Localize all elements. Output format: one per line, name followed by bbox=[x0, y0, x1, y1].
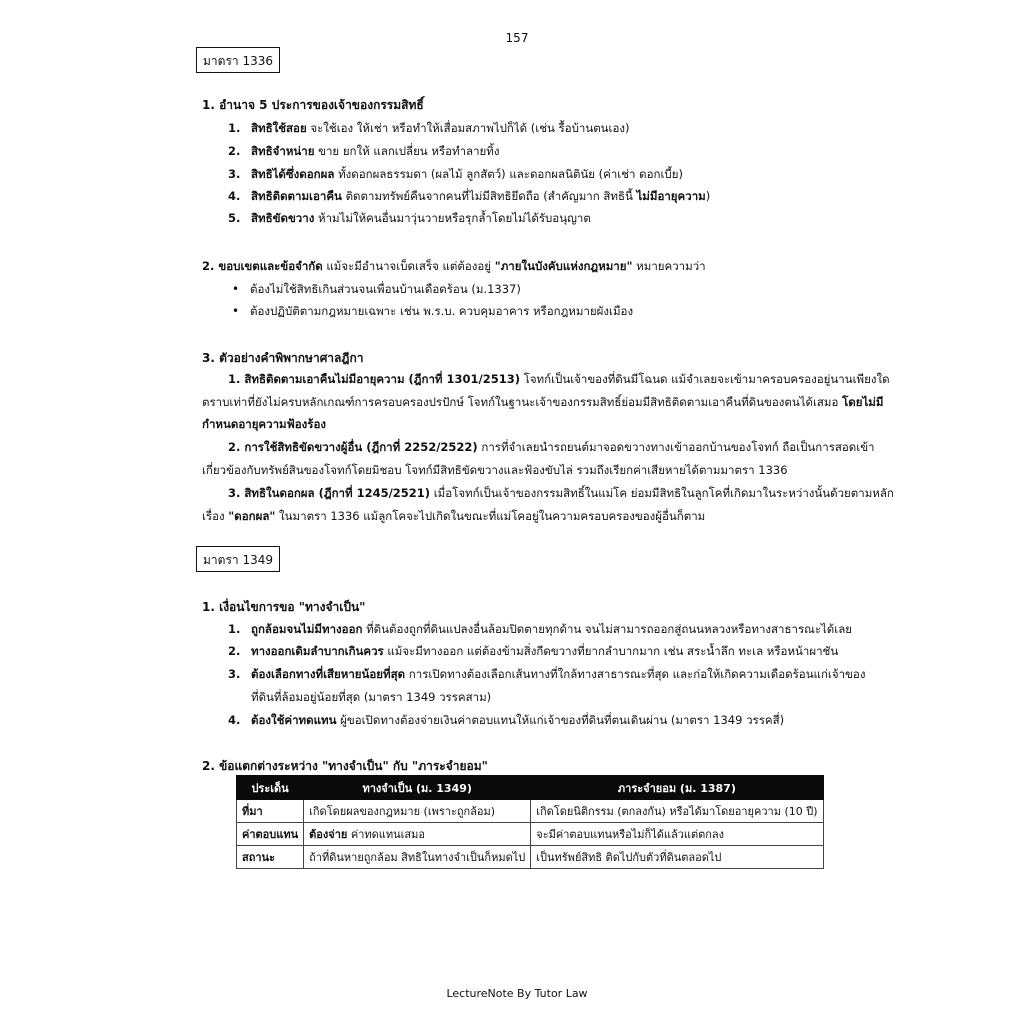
item-term: สิทธิขัดขวาง bbox=[251, 211, 315, 225]
item-text: ทั้งดอกผลธรรมดา (ผลไม้ ลูกสัตว์) และดอกผลนิตินัย (ค่าเช่า ดอกเบี้ย) bbox=[334, 167, 683, 181]
list-item bbox=[228, 712, 784, 730]
row-label: สถานะ bbox=[237, 846, 304, 869]
heading-scope-text: แม้จะมีอำนาจเบ็ดเสร็จ แต่ต้องอยู่ bbox=[322, 259, 495, 273]
case-text: โจทก์เป็นเจ้าของที่ดินมีโฉนด แม้จำเลยจะเข้ามาครอบครองอยู่นานเพียงใด bbox=[519, 372, 890, 386]
case-line bbox=[202, 508, 705, 526]
item-number: 4. bbox=[228, 189, 241, 203]
case-line bbox=[228, 371, 890, 389]
case-line bbox=[202, 394, 883, 412]
cell-servitude: เป็นทรัพย์สิทธิ ติดไปกับตัวที่ดินตลอดไป bbox=[531, 846, 823, 869]
case-emphasis: โดยไม่มี bbox=[842, 395, 884, 409]
table-header-necessary-way: ทางจำเป็น (ม. 1349) bbox=[304, 776, 531, 800]
case-line: กำหนดอายุความฟ้องร้อง bbox=[202, 417, 326, 431]
list-item bbox=[228, 621, 852, 639]
heading-five-powers: 1. อำนาจ 5 ประการของเจ้าของกรรมสิทธิ์ bbox=[202, 98, 424, 112]
list-item bbox=[228, 120, 629, 138]
item-number: 5. bbox=[228, 211, 241, 225]
bullet-item bbox=[232, 303, 633, 321]
list-item bbox=[228, 210, 591, 228]
case-text: เรื่อง bbox=[202, 509, 229, 523]
section-label-1336: มาตรา 1336 bbox=[196, 47, 280, 73]
item-text: แม้จะมีทางออก แต่ต้องข้ามสิ่งกีดขวางที่ยากลำบากมาก เช่น สระน้ำลึก ทะเล หรือหน้าผาชัน bbox=[383, 644, 839, 658]
case-title: 1. สิทธิติดตามเอาคืนไม่มีอายุความ (ฎีกาที่ 1301/2513) bbox=[228, 372, 520, 386]
item-text: ห้ามไม่ให้คนอื่นมาวุ่นวายหรือรุกล้ำโดยไม่ได้รับอนุญาต bbox=[314, 211, 591, 225]
cell-text: เกิดโดยผลของกฎหมาย (เพราะถูกล้อม) bbox=[309, 805, 496, 818]
item-number: 3. bbox=[228, 667, 241, 681]
heading-supreme-court-cases: 3. ตัวอย่างคำพิพากษาศาลฎีกา bbox=[202, 351, 364, 365]
heading-necessary-way-conditions: 1. เงื่อนไขการขอ "ทางจำเป็น" bbox=[202, 600, 366, 614]
item-term: ทางออกเดิมลำบากเกินควร bbox=[251, 644, 384, 658]
list-item bbox=[228, 643, 838, 661]
heading-scope-limits bbox=[202, 258, 706, 276]
item-number: 3. bbox=[228, 167, 241, 181]
cell-text: ค่าทดแทนเสมอ bbox=[347, 828, 425, 841]
table-header-issue: ประเด็น bbox=[237, 776, 304, 800]
footer: LectureNote By Tutor Law bbox=[446, 987, 588, 1000]
item-term: สิทธิได้ซึ่งดอกผล bbox=[251, 167, 335, 181]
item-text: ขาย ยกให้ แลกเปลี่ยน หรือทำลายทิ้ง bbox=[314, 144, 500, 158]
item-number: 1. bbox=[228, 121, 241, 135]
item-text: ที่ดินต้องถูกที่ดินแปลงอื่นล้อมปิดตายทุกด้าน จนไม่สามารถออกสู่ถนนหลวงหรือทางสาธารณะได้เลย bbox=[362, 622, 852, 636]
cell-servitude: เกิดโดยนิติกรรม (ตกลงกัน) หรือได้มาโดยอายุความ (10 ปี) bbox=[531, 800, 823, 823]
cell-necessary-way bbox=[304, 823, 531, 846]
heading-scope-emphasis: "ภายในบังคับแห่งกฎหมาย" bbox=[494, 259, 633, 273]
heading-scope-text-end: หมายความว่า bbox=[632, 259, 706, 273]
cell-necessary-way bbox=[304, 800, 531, 823]
item-number: 2. bbox=[228, 644, 241, 658]
table-row bbox=[237, 800, 824, 823]
case-text: การที่จำเลยนำรถยนต์มาจอดขวางทางเข้าออกบ้านของโจทก์ ถือเป็นการสอดเข้า bbox=[477, 440, 875, 454]
case-line bbox=[228, 485, 894, 503]
list-item-continuation: ที่ดินที่ล้อมอยู่น้อยที่สุด (มาตรา 1349 วรรคสาม) bbox=[251, 690, 492, 704]
case-text: เกี่ยวข้องกับทรัพย์สินของโจทก์โดยมิชอบ โจทก์มีสิทธิขัดขวางและฟ้องขับไล่ รวมถึงเรียกค่าเสียหายได้ตามมาตรา 1336 bbox=[202, 463, 788, 477]
item-text: การเปิดทางต้องเลือกเส้นทางที่ใกล้ทางสาธารณะที่สุด และก่อให้เกิดความเดือดร้อนแก่เจ้าของ bbox=[405, 667, 866, 681]
section-label-1349: มาตรา 1349 bbox=[196, 546, 280, 572]
bullet-text: ต้องปฏิบัติตามกฎหมายเฉพาะ เช่น พ.ร.บ. ควบคุมอาคาร หรือกฎหมายผังเมือง bbox=[250, 304, 634, 318]
item-text-end: ) bbox=[705, 189, 711, 203]
case-text-end: ในมาตรา 1336 แม้ลูกโคจะไปเกิดในขณะที่แม่โคอยู่ในความครอบครองของผู้อื่นก็ตาม bbox=[275, 509, 706, 523]
item-term: สิทธิจำหน่าย bbox=[251, 144, 315, 158]
list-item bbox=[228, 166, 683, 184]
case-title: 3. สิทธิในดอกผล (ฎีกาที่ 1245/2521) bbox=[228, 486, 431, 500]
item-emphasis: ไม่มีอายุความ bbox=[636, 189, 706, 203]
item-number: 2. bbox=[228, 144, 241, 158]
item-number: 4. bbox=[228, 713, 241, 727]
item-term: สิทธิใช้สอย bbox=[251, 121, 307, 135]
list-item bbox=[228, 143, 499, 161]
heading-scope-title: 2. ขอบเขตและข้อจำกัด bbox=[202, 259, 323, 273]
row-label: ค่าตอบแทน bbox=[237, 823, 304, 846]
cell-servitude: จะมีค่าตอบแทนหรือไม่ก็ได้แล้วแต่ตกลง bbox=[531, 823, 823, 846]
comparison-table bbox=[236, 775, 824, 869]
case-text: เมื่อโจทก์เป็นเจ้าของกรรมสิทธิ์ในแม่โค ย่อมมีสิทธิในลูกโคที่เกิดมาในระหว่างนั้นด้วยตามหลัก bbox=[430, 486, 894, 500]
case-title: 2. การใช้สิทธิขัดขวางผู้อื่น (ฎีกาที่ 2252/2522) bbox=[228, 440, 478, 454]
case-text: ตราบเท่าที่ยังไม่ครบหลักเกณฑ์การครอบครองปรปักษ์ โจทก์ในฐานะเจ้าของกรรมสิทธิ์ย่อมมีสิทธิติดตามเอาคืนที่ดินของตนได้เสมอ bbox=[202, 395, 843, 409]
item-text: จะใช้เอง ให้เช่า หรือทำให้เสื่อมสภาพไปก็ได้ (เช่น รื้อบ้านตนเอง) bbox=[306, 121, 630, 135]
bullet-item bbox=[232, 281, 521, 299]
bullet-icon bbox=[232, 304, 250, 318]
cell-necessary-way bbox=[304, 846, 531, 869]
table-row bbox=[237, 823, 824, 846]
bullet-icon bbox=[232, 282, 250, 296]
item-term: สิทธิติดตามเอาคืน bbox=[251, 189, 342, 203]
cell-text: ถ้าที่ดินหายถูกล้อม สิทธิในทางจำเป็นก็หมดไป bbox=[309, 851, 526, 864]
case-line bbox=[202, 462, 788, 480]
case-line bbox=[228, 439, 875, 457]
bullet-text: ต้องไม่ใช้สิทธิเกินส่วนจนเพื่อนบ้านเดือดร้อน (ม.1337) bbox=[250, 282, 521, 296]
item-term: ต้องเลือกทางที่เสียหายน้อยที่สุด bbox=[251, 667, 406, 681]
heading-differences: 2. ข้อแตกต่างระหว่าง "ทางจำเป็น" กับ "ภาระจำยอม" bbox=[202, 759, 488, 773]
item-term: ถูกล้อมจนไม่มีทางออก bbox=[251, 622, 363, 636]
list-item bbox=[228, 188, 710, 206]
table-row bbox=[237, 846, 824, 869]
item-number: 1. bbox=[228, 622, 241, 636]
list-item bbox=[228, 666, 865, 684]
case-emphasis: "ดอกผล" bbox=[228, 509, 276, 523]
table-header-servitude: ภาระจำยอม (ม. 1387) bbox=[531, 776, 823, 800]
item-text: ผู้ขอเปิดทางต้องจ่ายเงินค่าตอบแทนให้แก่เจ้าของที่ดินที่ตนเดินผ่าน (มาตรา 1349 วรรคสี่) bbox=[336, 713, 785, 727]
cell-emphasis: ต้องจ่าย bbox=[309, 828, 348, 841]
item-term: ต้องใช้ค่าทดแทน bbox=[251, 713, 337, 727]
table-header-row bbox=[237, 776, 824, 800]
row-label: ที่มา bbox=[237, 800, 304, 823]
item-text: ติดตามทรัพย์คืนจากคนที่ไม่มีสิทธิยึดถือ (สำคัญมาก สิทธินี้ bbox=[341, 189, 637, 203]
page-number: 157 bbox=[505, 31, 529, 45]
